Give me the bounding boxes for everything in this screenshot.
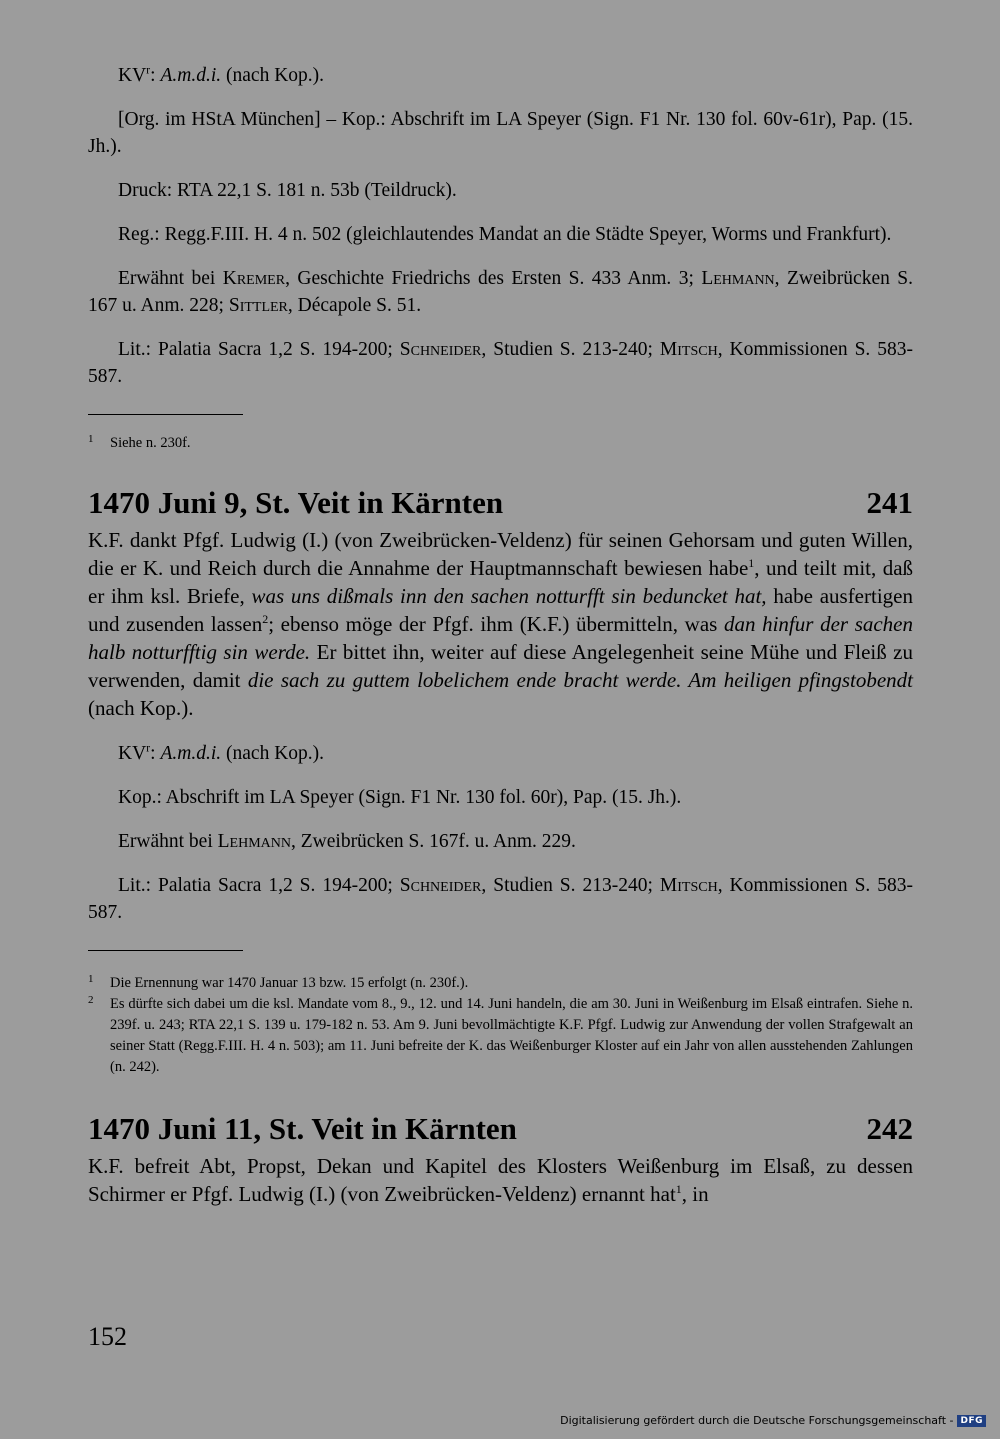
reg-line: Reg.: Regg.F.III. H. 4 n. 502 (gleichlautendes Mandat an die Städte Speyer, Worms und Frankfurt). (118, 224, 892, 245)
erwaehnt-line-top: Erwähnt bei Kremer, Geschichte Friedrichs des Ersten S. 433 Anm. 3; Lehmann, Zweibrücken S. 167 u. Anm. 228; Sittler, Décapole S. 51. (88, 268, 914, 316)
footnote-divider (88, 414, 243, 415)
footnote-divider-241 (88, 950, 243, 951)
footnote-241-2: 2 Es dürfte sich dabei um die ksl. Mandate vom 8., 9., 12. und 14. Juni handeln, die am 30. Juni in Weißenburg im Elsaß eintrafen. Siehe n. 239f. u. 243; RTA 22,1 S. 139 u. 179-182 n. 53. Am 9. Juni bevollmächtigte K.F. Pfgf. Ludwig zur Anwendung der vollen Strafgewalt an seiner Statt (Regg.F.III. H. 4 n. 503); am 11. Juni befreite der K. das Weißenburger Kloster auf ein Jahr von allen ausstehenden Zahlungen (n. 242). (88, 994, 913, 1075)
regest-242: K.F. befreit Abt, Propst, Dekan und Kapitel des Klosters Weißenburg im Elsaß, zu dessen Schirmer er Pfgf. Ludwig (I.) (von Zweibrücken-Veldenz) ernannt hat$^1$, in (88, 1154, 913, 1206)
regest-241: K.F. dankt Pfgf. Ludwig (I.) (von Zweibrücken-Veldenz) für seinen Gehorsam und guten Willen, die er K. und Reich durch die Annahme der Hauptmannschaft bewiesen habe$^1$, und teilt mit, daß er ihm ksl. Briefe, was uns dißmals inn den sachen notturfft sin beduncket hat, habe ausfertigen und zusenden lassen$^2$; ebenso möge der Pfgf. ihm (K.F.) übermitteln, was dan hinfur der sachen halb notturfftig sin werde. Er bittet ihn, weiter auf diese Angelegenheit seine Mühe und Fleiß zu verwenden, damit die sach zu guttem lobelichem ende bracht werde. Am heiligen pfingstobendt (nach Kop.). (88, 528, 914, 720)
lit-line-top: Lit.: Palatia Sacra 1,2 S. 194-200; Schneider, Studien S. 213-240; Mitsch, Kommissionen S. 583-587. (88, 339, 914, 387)
page-number: 152 (88, 1322, 127, 1351)
kv-line-241: $KV^r$: A.m.d.i. (nach Kop.). (118, 740, 325, 764)
page-content (88, 62, 913, 1208)
dfg-logo: DFG (957, 1415, 986, 1427)
org-line: [Org. im HStA München] – Kop.: Abschrift im LA Speyer (Sign. F1 Nr. 130 fol. 60v-61r), Pap. (15. Jh.). (88, 109, 913, 157)
entry-heading-241: 1470 Juni 9, St. Veit in Kärnten 241 (88, 485, 913, 520)
footnote: 1 Siehe n. 230f. (88, 433, 191, 451)
footnote-241-1: 1 Die Ernennung war 1470 Januar 13 bzw. 15 erfolgt (n. 230f.). (88, 973, 469, 991)
entry-heading-242: 1470 Juni 11, St. Veit in Kärnten 242 (88, 1111, 913, 1146)
kv-line-top: $KV^r$: A.m.d.i. (nach Kop.). (118, 62, 325, 86)
druck-line: Druck: RTA 22,1 S. 181 n. 53b (Teildruck). (118, 180, 457, 201)
erwaehnt-line-241: Erwähnt bei Lehmann, Zweibrücken S. 167f. u. Anm. 229. (118, 831, 576, 852)
kop-line-241: Kop.: Abschrift im LA Speyer (Sign. F1 Nr. 130 fol. 60r), Pap. (15. Jh.). (118, 787, 682, 808)
lit-line-241: Lit.: Palatia Sacra 1,2 S. 194-200; Schneider, Studien S. 213-240; Mitsch, Kommissionen S. 583-587. (88, 875, 914, 923)
dfg-footer (560, 1414, 986, 1427)
footer-text: Digitalisierung gefördert durch die Deutsche Forschungsgemeinschaft - (560, 1414, 954, 1427)
